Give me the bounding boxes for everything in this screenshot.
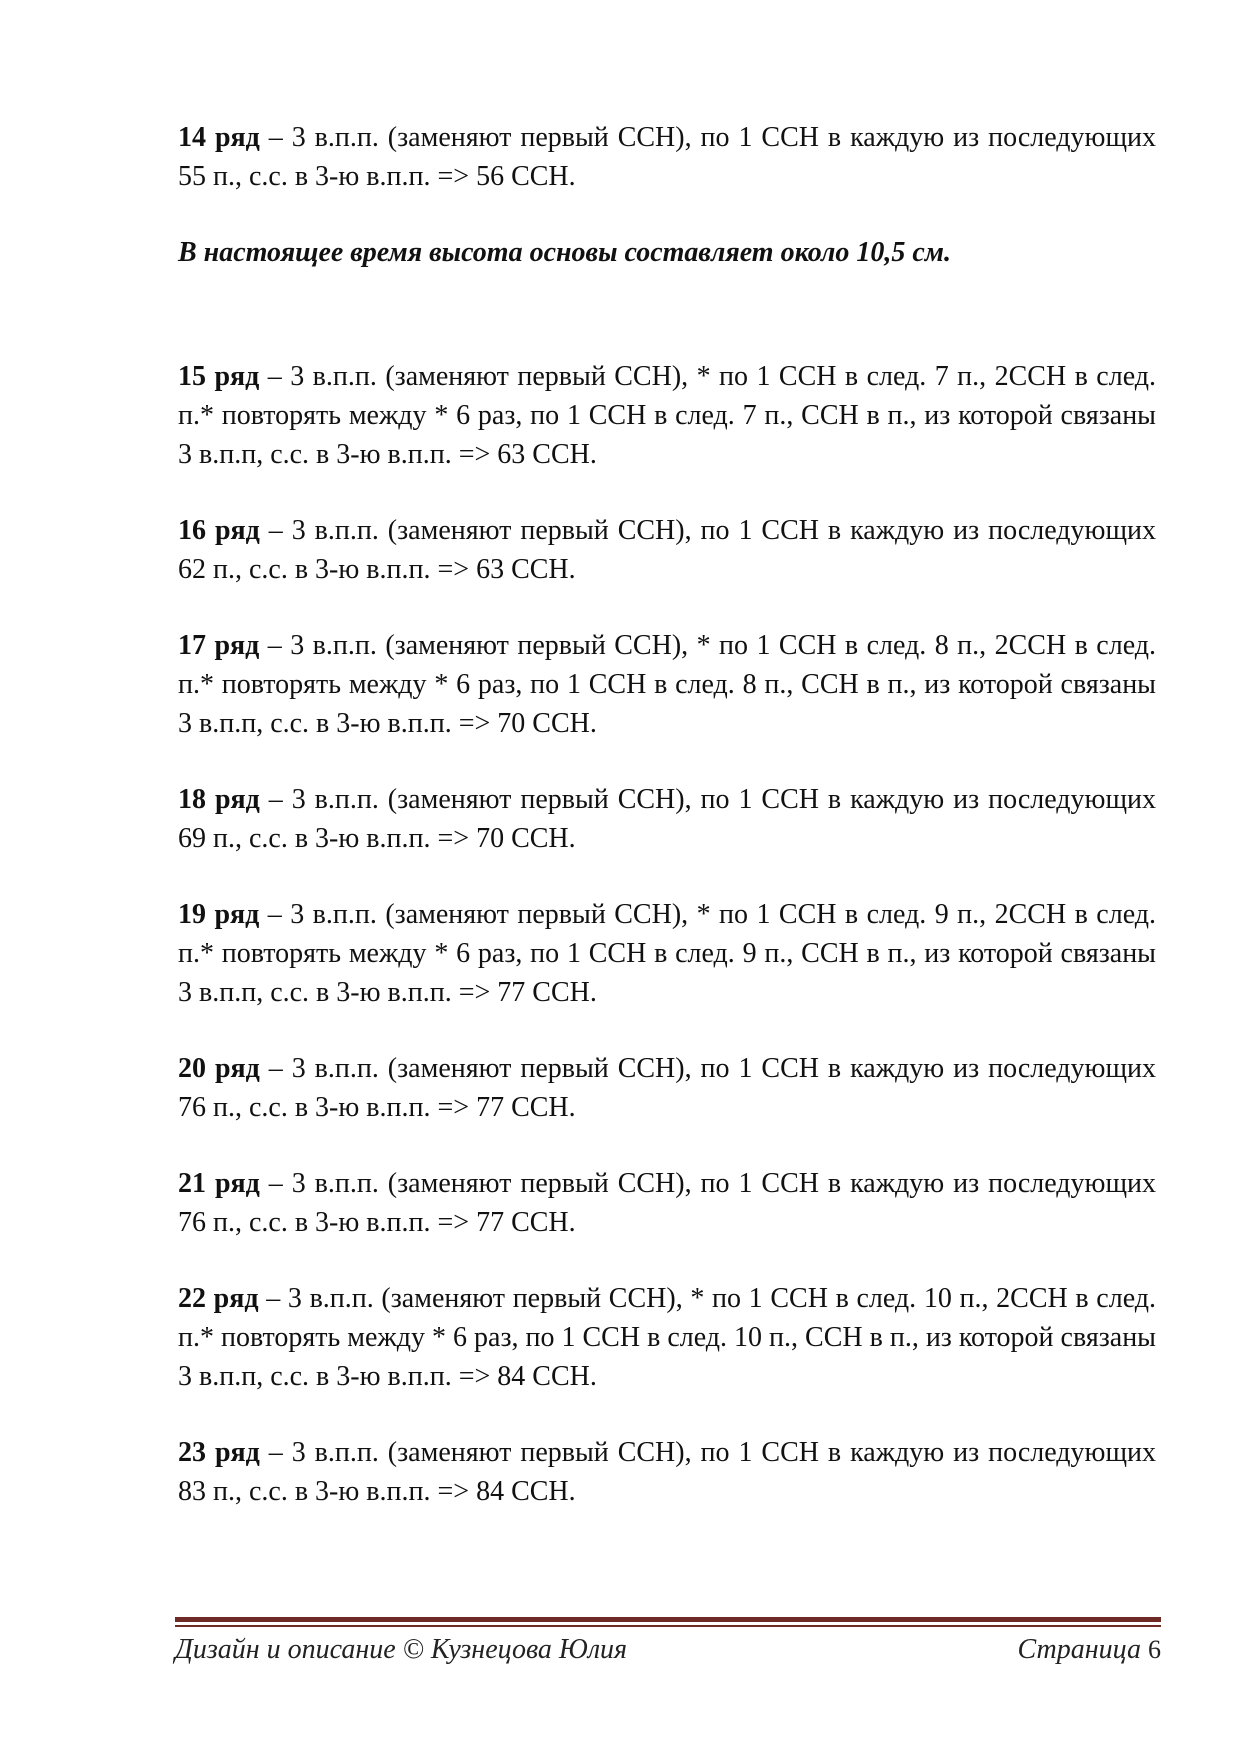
row-label: 14 ряд (178, 122, 260, 153)
footer-copyright: Дизайн и описание © Кузнецова Юлия (175, 1634, 628, 1665)
row-label: 21 ряд (178, 1168, 260, 1199)
row-label: 22 ряд (178, 1283, 259, 1314)
row-21-paragraph (178, 1164, 1156, 1242)
row-label: 23 ряд (178, 1437, 260, 1468)
row-15-paragraph (178, 357, 1156, 474)
row-text: – 3 в.п.п. (заменяют первый ССН), * по 1 ССН в след. 8 п., 2ССН в след. п.* повторять между * 6 раз, по 1 ССН в след. 8 п., ССН в п., из которой связаны 3 в.п.п, с.с. в 3-ю в.п.п. => 70 ССН. (178, 630, 1157, 739)
row-text: – 3 в.п.п. (заменяют первый ССН), * по 1 ССН в след. 10 п., 2ССН в след. п.* повторять между * 6 раз, по 1 ССН в след. 10 п., ССН в п., из которой связаны 3 в.п.п, с.с. в 3-ю в.п.п. => 84 ССН. (178, 1283, 1156, 1392)
row-label: 18 ряд (178, 784, 260, 815)
row-text: – 3 в.п.п. (заменяют первый ССН), по 1 ССН в каждую из последующих 76 п., с.с. в 3-ю в.п.п. => 77 ССН. (178, 1168, 1156, 1238)
row-20-paragraph (178, 1049, 1156, 1127)
row-label: 17 ряд (178, 630, 260, 661)
row-text: – 3 в.п.п. (заменяют первый ССН), по 1 ССН в каждую из последующих 55 п., с.с. в 3-ю в.п.п. => 56 ССН. (178, 122, 1156, 192)
footer-page-label: Страница (1017, 1634, 1141, 1665)
footer-divider-thick (175, 1617, 1161, 1622)
row-text: – 3 в.п.п. (заменяют первый ССН), по 1 ССН в каждую из последующих 62 п., с.с. в 3-ю в.п.п. => 63 ССН. (178, 515, 1156, 585)
row-text: – 3 в.п.п. (заменяют первый ССН), по 1 ССН в каждую из последующих 69 п., с.с. в 3-ю в.п.п. => 70 ССН. (178, 784, 1156, 854)
row-16-paragraph (178, 511, 1156, 589)
row-17-paragraph (178, 626, 1156, 743)
document-body (178, 118, 1156, 1548)
row-19-paragraph (178, 895, 1156, 1012)
row-text: – 3 в.п.п. (заменяют первый ССН), по 1 ССН в каждую из последующих 83 п., с.с. в 3-ю в.п.п. => 84 ССН. (178, 1437, 1156, 1507)
row-18-paragraph (178, 780, 1156, 858)
row-22-paragraph (178, 1279, 1156, 1396)
footer-divider-thin (175, 1625, 1161, 1627)
footer-page-info (1017, 1630, 1161, 1670)
row-label: 15 ряд (178, 361, 260, 392)
height-note: В настоящее время высота основы составляет около 10,5 см. (178, 237, 951, 268)
row-text: – 3 в.п.п. (заменяют первый ССН), * по 1 ССН в след. 7 п., 2ССН в след. п.* повторять между * 6 раз, по 1 ССН в след. 7 п., ССН в п., из которой связаны 3 в.п.п, с.с. в 3-ю в.п.п. => 63 ССН. (178, 361, 1157, 470)
row-14-paragraph (178, 118, 1156, 196)
row-label: 20 ряд (178, 1053, 260, 1084)
row-23-paragraph (178, 1433, 1156, 1511)
row-text: – 3 в.п.п. (заменяют первый ССН), по 1 ССН в каждую из последующих 76 п., с.с. в 3-ю в.п.п. => 77 ССН. (178, 1053, 1156, 1123)
row-label: 19 ряд (178, 899, 260, 930)
row-label: 16 ряд (178, 515, 260, 546)
page-number: 6 (1148, 1635, 1161, 1664)
row-text: – 3 в.п.п. (заменяют первый ССН), * по 1 ССН в след. 9 п., 2ССН в след. п.* повторять между * 6 раз, по 1 ССН в след. 9 п., ССН в п., из которой связаны 3 в.п.п, с.с. в 3-ю в.п.п. => 77 ССН. (178, 899, 1157, 1008)
